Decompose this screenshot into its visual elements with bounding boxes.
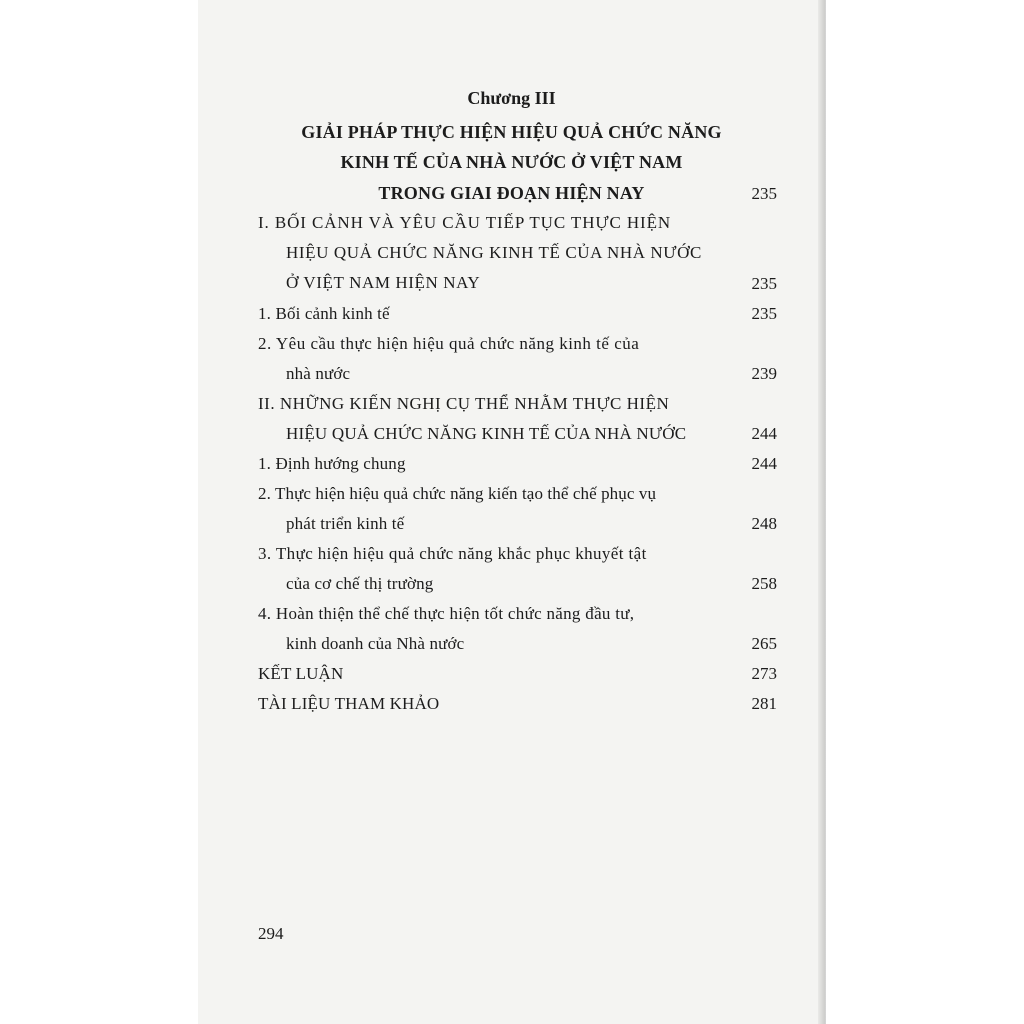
toc-entry-2-line-1: 1. Bối cảnh kinh tế [258,304,390,323]
chapter-title-line-3: TRONG GIAI ĐOẠN HIỆN NAY [378,183,645,203]
toc-entry-7-line-1: 3. Thực hiện hiệu quả chức năng khắc phục khuyết tật [258,544,647,563]
toc-entry-9-line-1: KẾT LUẬN [258,664,344,683]
toc-entry-4-page: 244 [751,424,777,443]
toc-entry-7-line-2: của cơ chế thị trường [286,574,434,593]
toc-entry-2-page: 235 [751,304,777,323]
toc-entry-7-page: 258 [751,574,777,593]
chapter-title-line-2: KINH TẾ CỦA NHÀ NƯỚC Ở VIỆT NAM [340,152,683,172]
page-number: 294 [258,924,284,943]
toc-entry-1-page: 235 [751,274,777,293]
toc-entry-6-page: 248 [751,514,777,533]
toc-entry-1-line-2: HIỆU QUẢ CHỨC NĂNG KINH TẾ CỦA NHÀ NƯỚC [286,243,702,262]
toc-entry-4-line-1: II. NHỮNG KIẾN NGHỊ CỤ THỂ NHẰM THỰC HIỆN [258,394,670,413]
toc-entry-8-line-1: 4. Hoàn thiện thể chế thực hiện tốt chức năng đầu tư, [258,604,635,623]
toc-entry-1-line-3: Ở VIỆT NAM HIỆN NAY [286,273,481,292]
toc-entry-9-page: 273 [751,664,777,683]
chapter-page-number: 235 [751,184,777,203]
toc-entry-1-line-1: I. BỐI CẢNH VÀ YÊU CẦU TIẾP TỤC THỰC HIỆN [258,213,672,232]
toc-entry-8-page: 265 [751,634,777,653]
page-edge-shadow [818,0,826,1024]
toc-entry-10-line-1: TÀI LIỆU THAM KHẢO [258,694,440,713]
toc-entry-10-page: 281 [751,694,777,713]
toc-entry-4-line-2: HIỆU QUẢ CHỨC NĂNG KINH TẾ CỦA NHÀ NƯỚC [286,424,687,443]
chapter-title-line-1: GIẢI PHÁP THỰC HIỆN HIỆU QUẢ CHỨC NĂNG [301,122,722,142]
toc-entry-3-line-1: 2. Yêu cầu thực hiện hiệu quả chức năng kinh tế của [258,334,640,353]
chapter-label: Chương III [467,88,556,108]
toc-entry-5-page: 244 [751,454,777,473]
toc-entry-5-line-1: 1. Định hướng chung [258,454,406,473]
toc-entry-6-line-1: 2. Thực hiện hiệu quả chức năng kiến tạo thể chế phục vụ [258,484,657,503]
book-page [198,0,825,1024]
toc-entry-8-line-2: kinh doanh của Nhà nước [286,634,465,653]
toc-entry-3-page: 239 [751,364,777,383]
toc-entry-6-line-2: phát triển kinh tế [286,514,405,533]
toc-entry-3-line-2: nhà nước [286,364,351,383]
